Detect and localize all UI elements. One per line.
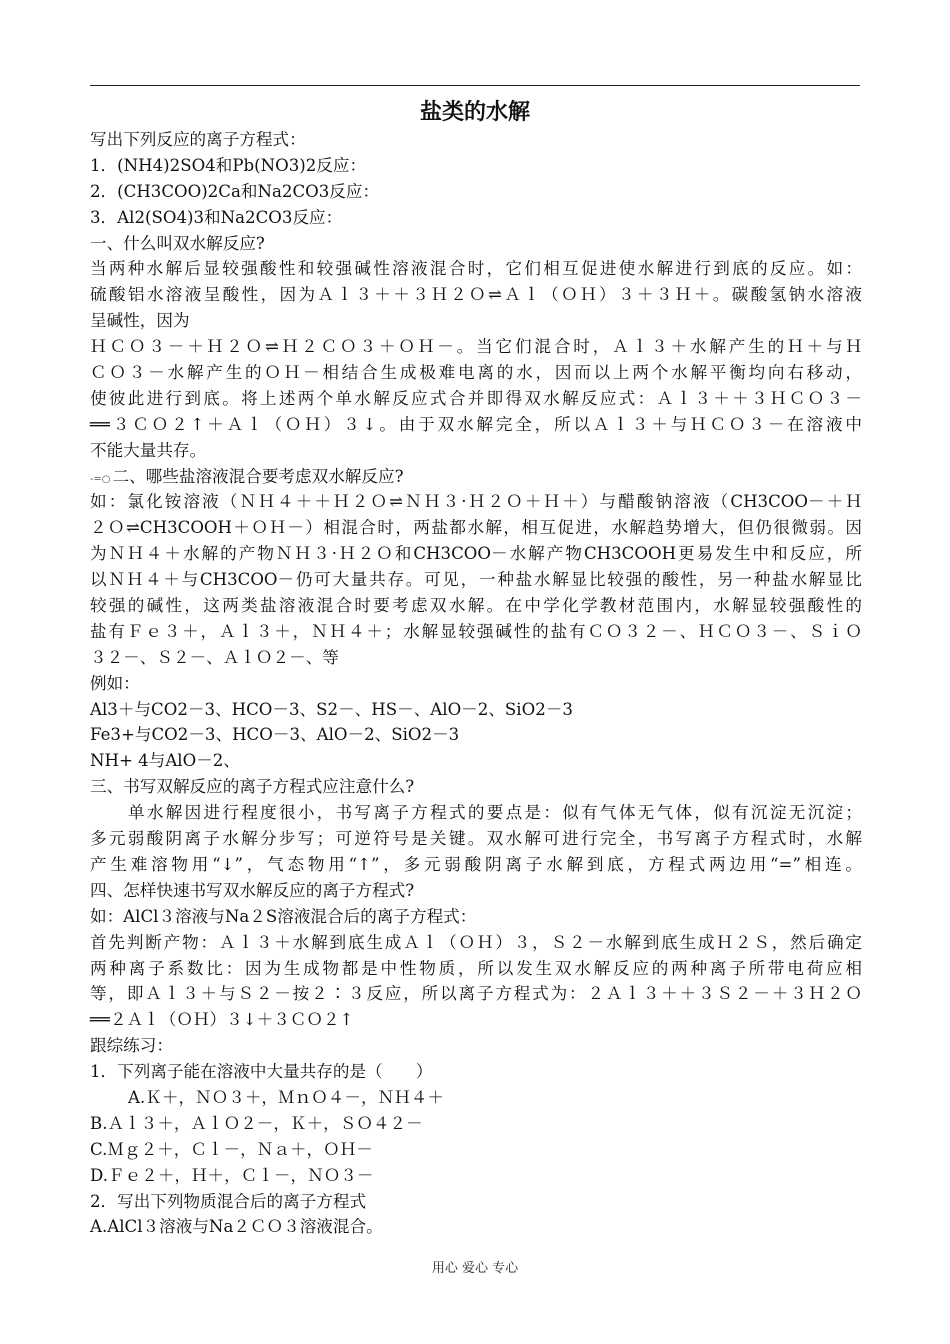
section-heading-2-text: 二、哪些盐溶液混合要考虑双水解反应?	[112, 466, 404, 486]
text-line: 较强的碱性，这两类盐溶液混合时要考虑双水解。在中学化学教材范围内，水解显较强酸性的	[90, 596, 862, 616]
text-line: ══３ＣＯ２↑＋Ａｌ（ＯＨ）３↓。由于双水解完全，所以Ａｌ３＋与ＨＣＯ３－在溶液中	[90, 414, 862, 434]
question-1: 1．下列离子能在溶液中大量共存的是（ ）	[90, 1062, 433, 1082]
question-2: 2．写出下列物质混合后的离子方程式	[90, 1191, 367, 1211]
text-line: 首先判断产物：Ａｌ３＋水解到底生成Ａｌ（ＯＨ）３，Ｓ２－水解到底生成Ｈ２Ｓ，然后确定	[90, 932, 862, 952]
exercise-heading: 跟综练习：	[90, 1036, 173, 1056]
text-line: ３２－、Ｓ２－、ＡｌＯ２－、等	[90, 647, 339, 667]
text-line: 盐有Ｆｅ３＋，Ａｌ３＋，ＮＨ４＋；水解显较强碱性的盐有ＣＯ３２－、ＨＣＯ３－、ＳｉＯ	[90, 621, 862, 641]
text-line: 等，即Ａｌ３＋与Ｓ２－按２∶３反应，所以离子方程式为：２Ａｌ３＋＋３Ｓ２－＋３Ｈ２Ｏ	[90, 984, 862, 1004]
text-line: 呈碱性，因为	[90, 311, 190, 331]
text-line: 不能大量共存。	[90, 440, 207, 460]
document-body	[90, 127, 862, 1240]
text-line: ＣＯ３－水解产生的ＯＨ－相结合生成极难电离的水，因而以上两个水解平衡均向右移动，	[90, 363, 862, 383]
option-d: D.Ｆｅ２＋，Ｈ＋，Ｃｌ－，ＮＯ３－	[90, 1165, 374, 1185]
text-line: Fe3+与CO2－3、HCO－3、AlO－2、SiO2－3	[90, 725, 460, 745]
text-line: NH+ 4与AlO－2、	[90, 751, 240, 771]
header-rule	[90, 85, 860, 86]
text-line: 为ＮＨ４＋水解的产物ＮＨ３·Ｈ２Ｏ和CH3COO－水解产物CH3COOH更易发生中和反应，所	[90, 544, 862, 564]
option-c: C.Ｍｇ２＋，Ｃｌ－，Ｎａ＋，ＯＨ－	[90, 1139, 373, 1159]
question-2-a: A.AlCl３溶液与Na２ＣＯ３溶液混合。	[90, 1217, 383, 1237]
text-line: 当两种水解后显较强酸性和较强碱性溶液混合时，它们相互促进使水解进行到底的反应。如：	[90, 259, 862, 279]
document-title: 盐类的水解	[419, 100, 530, 125]
section-heading-1: 一、什么叫双水解反应?	[90, 233, 265, 253]
text-line: 产生难溶物用“↓”，气态物用“↑”，多元弱酸阴离子水解到底，方程式两边用“=”相连。	[90, 854, 862, 874]
text-line: 1．(NH4)2SO4和Pb(NO3)2反应：	[90, 155, 367, 175]
text-line: 两种离子系数比：因为生成物都是中性物质，所以发生双水解反应的两种离子所带电荷应相	[90, 958, 862, 978]
option-a: A.Ｋ＋，ＮＯ３＋，ＭｎＯ４－，ＮＨ４＋	[128, 1087, 444, 1107]
text-line: 多元弱酸阴离子水解分步写；可逆符号是关键。双水解可进行完全，书写离子方程式时，水解	[90, 829, 862, 849]
text-line: 使彼此进行到底。将上述两个单水解反应式合并即得双水解反应式：Ａｌ３＋＋３ＨＣＯ３－	[90, 388, 862, 408]
text-line: ２Ｏ⇌CH3COOH＋ＯＨ－）相混合时，两盐都水解，相互促进，水解趋势增大，但仍很微弱。因	[90, 518, 862, 538]
page-footer: 用心 爱心 专心	[431, 1261, 519, 1276]
text-line: 3．Al2(SO4)3和Na2CO3反应：	[90, 207, 343, 227]
section-heading-2	[90, 464, 862, 490]
text-line: ══２Ａｌ（ＯＨ）３↓＋３ＣＯ２↑	[90, 1010, 354, 1030]
text-line: 如：氯化铵溶液（ＮＨ４＋＋Ｈ２Ｏ⇌ＮＨ３·Ｈ２Ｏ＋Ｈ＋）与醋酸钠溶液（CH3COO－＋Ｈ	[90, 492, 862, 512]
text-line: 硫酸铝水溶液呈酸性，因为Ａｌ３＋＋３Ｈ２Ｏ⇌Ａｌ（ＯＨ）３＋３Ｈ＋。碳酸氢钠水溶液	[90, 285, 862, 305]
text-line: 如：AlCl３溶液与Na２S溶液混合后的离子方程式：	[90, 906, 477, 926]
text-line: 以ＮＨ４＋与CH3COO－仍可大量共存。可见，一种盐水解显比较强的酸性，另一种盐水解显比	[90, 570, 862, 590]
text-line: 单水解因进行程度很小，书写离子方程式的要点是：似有气体无气体，似有沉淀无沉淀；	[128, 803, 862, 823]
text-line: 例如：	[90, 673, 140, 693]
text-line: 写出下列反应的离子方程式：	[90, 130, 306, 149]
text-line: ＨＣＯ３－＋Ｈ２Ｏ⇌Ｈ２ＣＯ３＋ＯＨ－。当它们混合时，Ａｌ３＋水解产生的Ｈ＋与Ｈ	[90, 337, 862, 357]
option-b: B.Ａｌ３＋，ＡｌＯ２－，Ｋ＋，ＳＯ４２－	[90, 1113, 423, 1133]
section-heading-4: 四、怎样快速书写双水解反应的离子方程式?	[90, 880, 415, 900]
prefix-mark: -=○	[90, 473, 111, 485]
section-heading-3: 三、书写双解反应的离子方程式应注意什么?	[90, 777, 415, 797]
text-line: 2．(CH3COO)2Ca和Na2CO3反应：	[90, 181, 380, 201]
text-line: Al3＋与CO2－3、HCO－3、S2－、HS－、AlO－2、SiO2－3	[90, 699, 573, 719]
